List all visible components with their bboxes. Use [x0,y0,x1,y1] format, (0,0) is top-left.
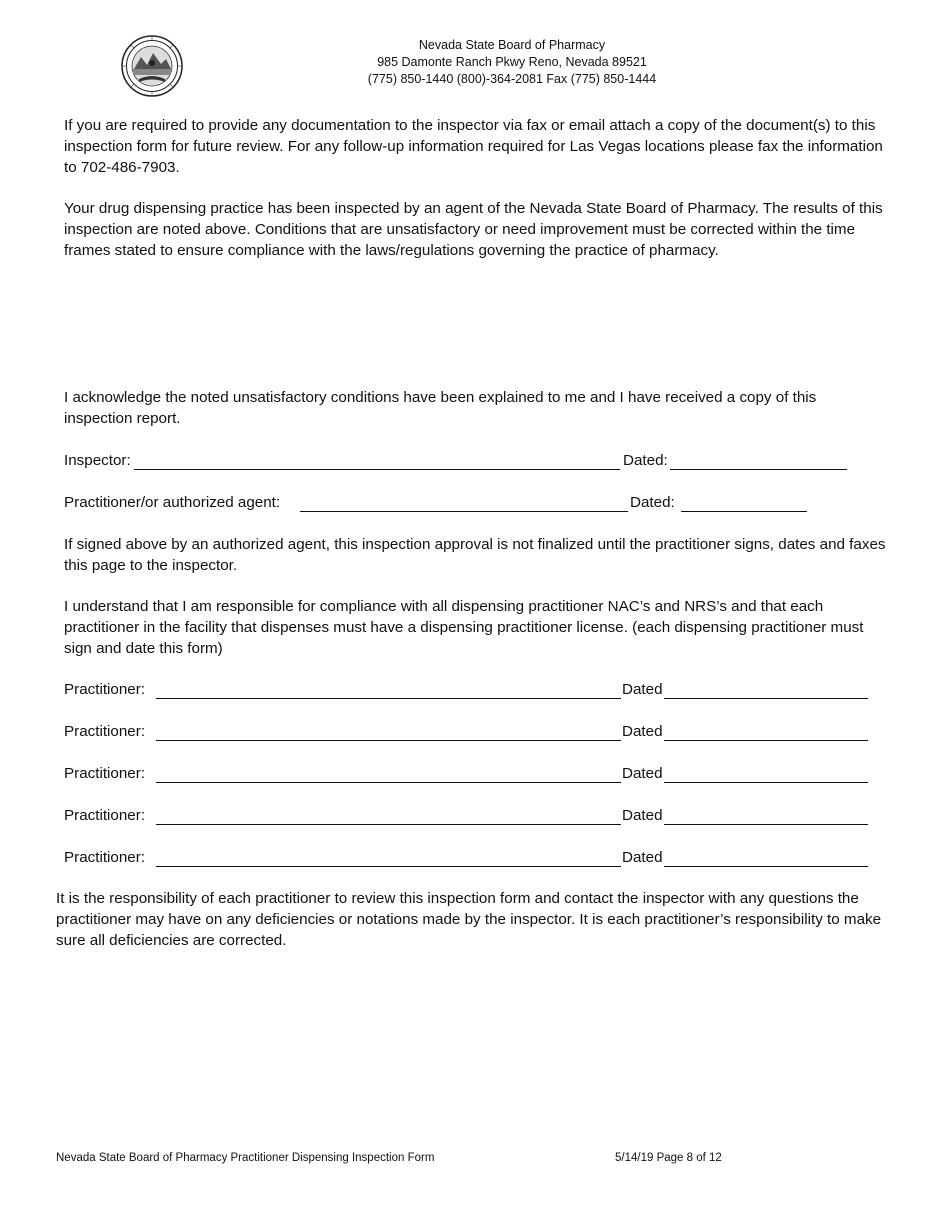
practitioner-signature-row [64,847,886,869]
letterhead-org: Nevada State Board of Pharmacy [418,38,606,52]
practitioner-signature-line[interactable] [156,782,621,783]
practitioner-dated-label: Dated [622,723,663,740]
practitioner-dated-label: Dated [622,765,663,782]
agent-date-line[interactable] [681,511,807,512]
practitioner-signature-row [64,721,886,743]
practitioner-label: Practitioner: [64,681,146,698]
inspector-date-line[interactable] [670,469,847,470]
practitioner-signature-line[interactable] [156,740,621,741]
practitioner-signature-row [64,805,886,827]
practitioner-date-line[interactable] [664,698,868,699]
inspector-signature-row [64,450,886,472]
letterhead-address: 985 Damonte Ranch Pkwy Reno, Nevada 89521 [377,55,647,69]
practitioner-signature-line[interactable] [156,824,621,825]
practitioner-label: Practitioner: [64,765,146,782]
documentation-paragraph: If you are required to provide any documentation to the inspector via fax or email attach a copy of the document(s) to this inspection form for future review. For any follow-up information required for Las Vegas locations please fax the information to 702-486-7903. [64,117,883,176]
inspector-dated-label: Dated: [623,452,668,469]
agent-label: Practitioner/or authorized agent: [64,494,281,511]
state-seal-icon [121,35,183,97]
acknowledgement-paragraph: I acknowledge the noted unsatisfactory conditions have been explained to me and I have received a copy of this inspection report. [64,389,817,427]
practitioner-signature-row [64,763,886,785]
authorized-agent-paragraph: If signed above by an authorized agent, this inspection approval is not finalized until the practitioner signs, dates and faxes this page to the inspector. [64,536,886,574]
practitioner-compliance-paragraph: I understand that I am responsible for compliance with all dispensing practitioner NAC’s and NRS’s and that each practitioner in the facility that dispenses must have a dispensing practitioner license. (each dispensing practitioner must sign and date this form) [64,598,864,657]
practitioner-label: Practitioner: [64,849,146,866]
practitioner-dated-label: Dated [622,807,663,824]
practitioner-dated-label: Dated [622,681,663,698]
inspector-label: Inspector: [64,452,131,469]
practitioner-date-line[interactable] [664,782,868,783]
practitioner-date-line[interactable] [664,740,868,741]
letterhead [312,37,712,88]
practitioner-responsibility-paragraph: It is the responsibility of each practitioner to review this inspection form and contact the inspector with any questions the practitioner may have on any deficiencies or notations made by the inspector. It is each practitioner’s responsibility to make sure all deficiencies are corrected. [56,890,882,949]
practitioner-label: Practitioner: [64,723,146,740]
inspector-signature-line[interactable] [134,469,620,470]
letterhead-phone: (775) 850-1440 (800)-364-2081 Fax (775) 850-1444 [367,72,657,86]
footer-date-page: 5/14/19 Page 8 of 12 [615,1152,722,1164]
practitioner-signature-line[interactable] [156,698,621,699]
footer-title: Nevada State Board of Pharmacy Practitioner Dispensing Inspection Form [56,1152,435,1164]
practitioner-date-line[interactable] [664,824,868,825]
practitioner-date-line[interactable] [664,866,868,867]
agent-signature-row [64,492,886,514]
practitioner-dated-label: Dated [622,849,663,866]
inspection-results-paragraph: Your drug dispensing practice has been inspected by an agent of the Nevada State Board of Pharmacy. The results of this inspection are noted above. Conditions that are unsatisfactory or need improvement must be corrected within the time frames stated to ensure compliance with the laws/regulations governing the practice of pharmacy. [64,200,883,259]
practitioner-signature-line[interactable] [156,866,621,867]
agent-dated-label: Dated: [630,494,675,511]
practitioner-label: Practitioner: [64,807,146,824]
practitioner-signature-row [64,679,886,701]
agent-signature-line[interactable] [300,511,628,512]
